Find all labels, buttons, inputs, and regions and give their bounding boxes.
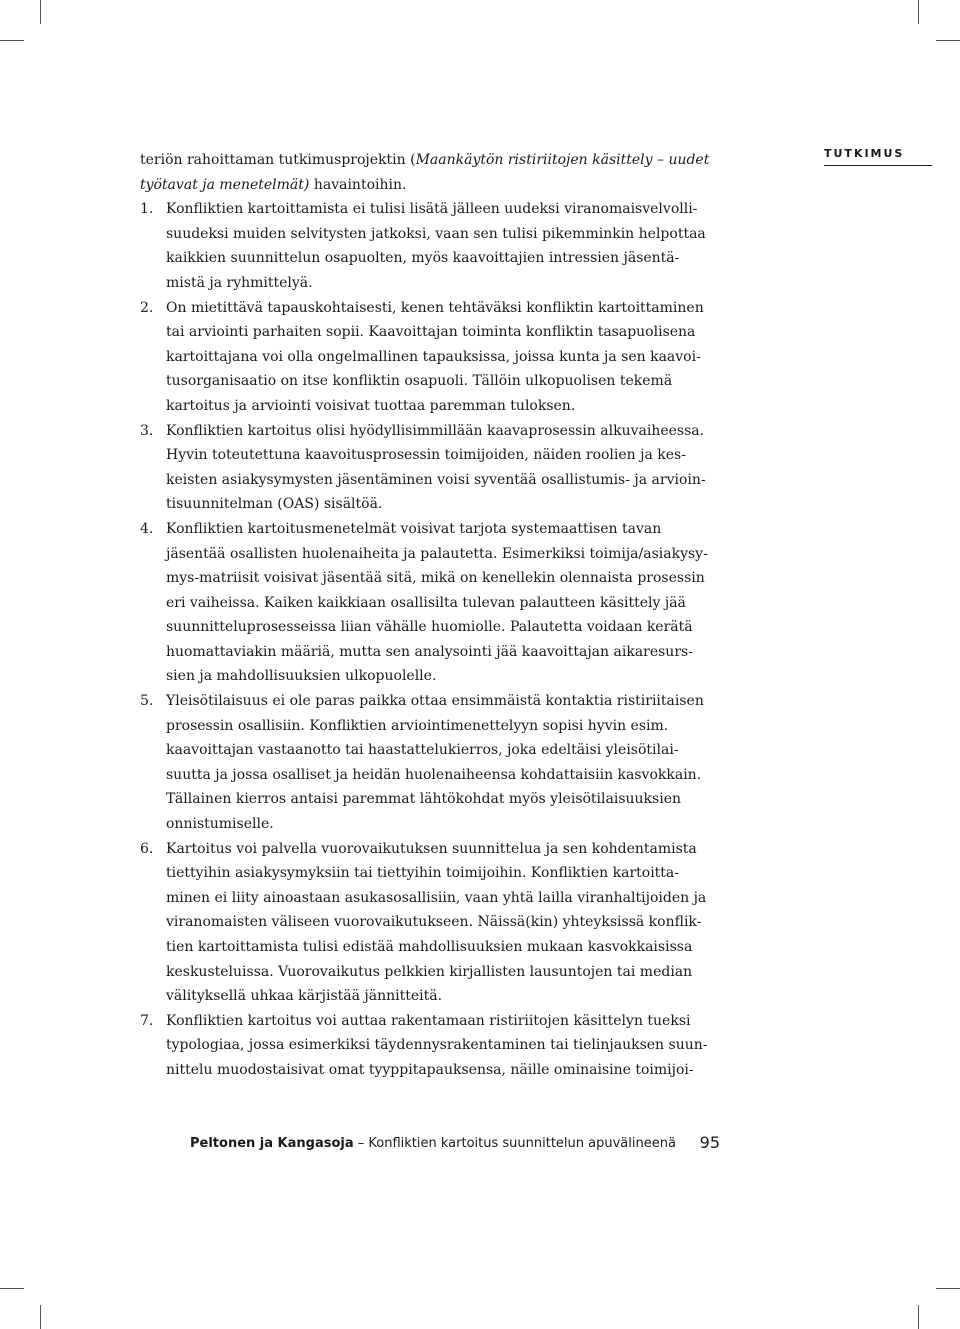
intro-paragraph	[140, 148, 730, 197]
list-item-line: Konfliktien kartoitus olisi hyödyllisimmillään kaavaprosessin alkuvaiheessa.	[166, 422, 705, 439]
crop-mark	[0, 1288, 24, 1289]
list-item-line: huomattaviakin määriä, mutta sen analysointi jää kaavoittajan aikaresurs-	[166, 643, 693, 660]
list-item	[140, 1009, 730, 1083]
list-item-line: Konfliktien kartoitus voi auttaa rakentamaan ristiriitojen käsittelyn tueksi	[166, 1012, 691, 1029]
list-item-number: 7.	[140, 1012, 154, 1029]
list-item-line: typologiaa, jossa esimerkiksi täydennysrakentaminen tai tielinjauksen suun-	[166, 1037, 708, 1054]
list-item-line: viranomaisten väliseen vuorovaikutukseen. Näissä(kin) yhteyksissä konflik-	[166, 914, 702, 931]
list-item-line: välityksellä uhkaa kärjistää jännitteitä.	[166, 988, 443, 1005]
list-item-line: Hyvin toteutettuna kaavoitusprosessin toimijoiden, näiden roolien ja kes-	[166, 447, 686, 464]
list-item-line: Konfliktien kartoittamista ei tulisi lisätä jälleen uudeksi viranomaisvelvolli-	[166, 201, 698, 218]
list-item-line: kaikkien suunnittelun osapuolten, myös kaavoittajien intressien jäsentä-	[166, 250, 680, 267]
list-item-line: eri vaiheissa. Kaiken kaikkiaan osallisilta tulevan palautteen käsittely jää	[166, 594, 686, 611]
list-item-line: Konfliktien kartoitusmenetelmät voisivat tarjota systemaattisen tavan	[166, 520, 662, 537]
crop-mark	[936, 40, 960, 41]
crop-mark	[918, 0, 919, 24]
list-item-number: 2.	[140, 299, 154, 316]
crop-mark	[0, 40, 24, 41]
list-item-line: suutta ja jossa osalliset ja heidän huolenaiheensa kohdattaisiin kasvokkain.	[166, 766, 702, 783]
list-item-line: onnistumiselle.	[166, 816, 274, 833]
list-item-number: 3.	[140, 422, 154, 439]
list-item-line: On mietittävä tapauskohtaisesti, kenen tehtäväksi konfliktin kartoittaminen	[166, 299, 704, 316]
list-item-line: mistä ja ryhmittelyä.	[166, 274, 313, 291]
list-item	[140, 837, 730, 1009]
list-item-line: minen ei liity ainoastaan asukasosallisiin, vaan yhtä lailla viranhaltijoiden ja	[166, 889, 707, 906]
list-item-line: suunnitteluprosesseissa liian vähälle huomiolle. Palautetta voidaan kerätä	[166, 619, 693, 636]
intro-line: teriön rahoittaman tutkimusprojektin (Maankäytön ristiriitojen käsittely – uudet	[140, 152, 710, 168]
list-item	[140, 197, 730, 295]
page-footer	[190, 1133, 720, 1152]
list-item-line: sien ja mahdollisuuksien ulkopuolelle.	[166, 668, 437, 685]
list-item-number: 6.	[140, 840, 154, 857]
crop-mark	[936, 1288, 960, 1289]
crop-mark	[40, 0, 41, 24]
list-item-line: kartoittajana voi olla ongelmallinen tapauksissa, joissa kunta ja sen kaavoi-	[166, 348, 701, 365]
list-item-line: keskusteluissa. Vuorovaikutus pelkkien kirjallisten lausuntojen tai median	[166, 963, 693, 980]
list-item-line: kartoitus ja arviointi voisivat tuottaa paremman tuloksen.	[166, 397, 576, 414]
footer-separator: –	[353, 1136, 369, 1151]
list-item-line: tisuunnitelman (OAS) sisältöä.	[166, 496, 383, 513]
page-number: 95	[699, 1133, 720, 1152]
list-item-line: Tällainen kierros antaisi paremmat lähtökohdat myös yleisötilaisuuksien	[166, 791, 681, 808]
list-item-line: tiettyihin asiakysymyksiin tai tiettyihin toimijoihin. Konfliktien kartoitta-	[166, 865, 680, 882]
list-item	[140, 419, 730, 517]
list-item-number: 4.	[140, 520, 154, 537]
intro-line: työtavat ja menetelmät) havaintoihin.	[140, 176, 407, 193]
crop-mark	[918, 1305, 919, 1329]
list-item	[140, 296, 730, 419]
list-item-line: jäsentää osallisten huolenaiheita ja palautetta. Esimerkiksi toimija/asiakysy-	[166, 545, 708, 562]
list-item-line: suudeksi muiden selvitysten jatkoksi, vaan sen tulisi pikemminkin helpottaa	[166, 225, 706, 242]
list-item	[140, 689, 730, 837]
numbered-list	[140, 197, 730, 1082]
list-item-line: keisten asiakysymysten jäsentäminen voisi syventää osallistumis- ja arvioin-	[166, 471, 706, 488]
list-item-line: Kartoitus voi palvella vuorovaikutuksen suunnittelua ja sen kohdentamista	[166, 840, 697, 857]
footer-title: Konfliktien kartoitus suunnittelun apuvälineenä	[368, 1136, 676, 1151]
body-text	[140, 148, 730, 1083]
list-item	[140, 517, 730, 689]
list-item-line: tusorganisaatio on itse konfliktin osapuoli. Tällöin ulkopuolisen tekemä	[166, 373, 673, 390]
list-item-line: tien kartoittamista tulisi edistää mahdollisuuksien mukaan kasvokkaisissa	[166, 939, 693, 955]
footer-authors: Peltonen ja Kangasoja	[190, 1136, 354, 1151]
list-item-line: kaavoittajan vastaanotto tai haastattelukierros, joka edeltäisi yleisötilai-	[166, 742, 679, 759]
section-tag: TUTKIMUS	[824, 147, 932, 166]
list-item-number: 5.	[140, 693, 154, 710]
list-item-line: prosessin osallisiin. Konfliktien arviointimenettelyyn sopisi hyvin esim.	[166, 717, 669, 734]
list-item-line: nittelu muodostaisivat omat tyyppitapauksensa, näille ominaisine toimijoi-	[166, 1061, 694, 1078]
list-item-line: tai arviointi parhaiten sopii. Kaavoittajan toiminta konfliktin tasapuolisena	[166, 324, 696, 341]
list-item-line: Yleisötilaisuus ei ole paras paikka ottaa ensimmäistä kontaktia ristiriitaisen	[166, 693, 704, 710]
list-item-line: mys-matriisit voisivat jäsentää sitä, mikä on kenellekin olennaista prosessin	[166, 570, 705, 587]
crop-mark	[40, 1305, 41, 1329]
list-item-number: 1.	[140, 201, 154, 218]
